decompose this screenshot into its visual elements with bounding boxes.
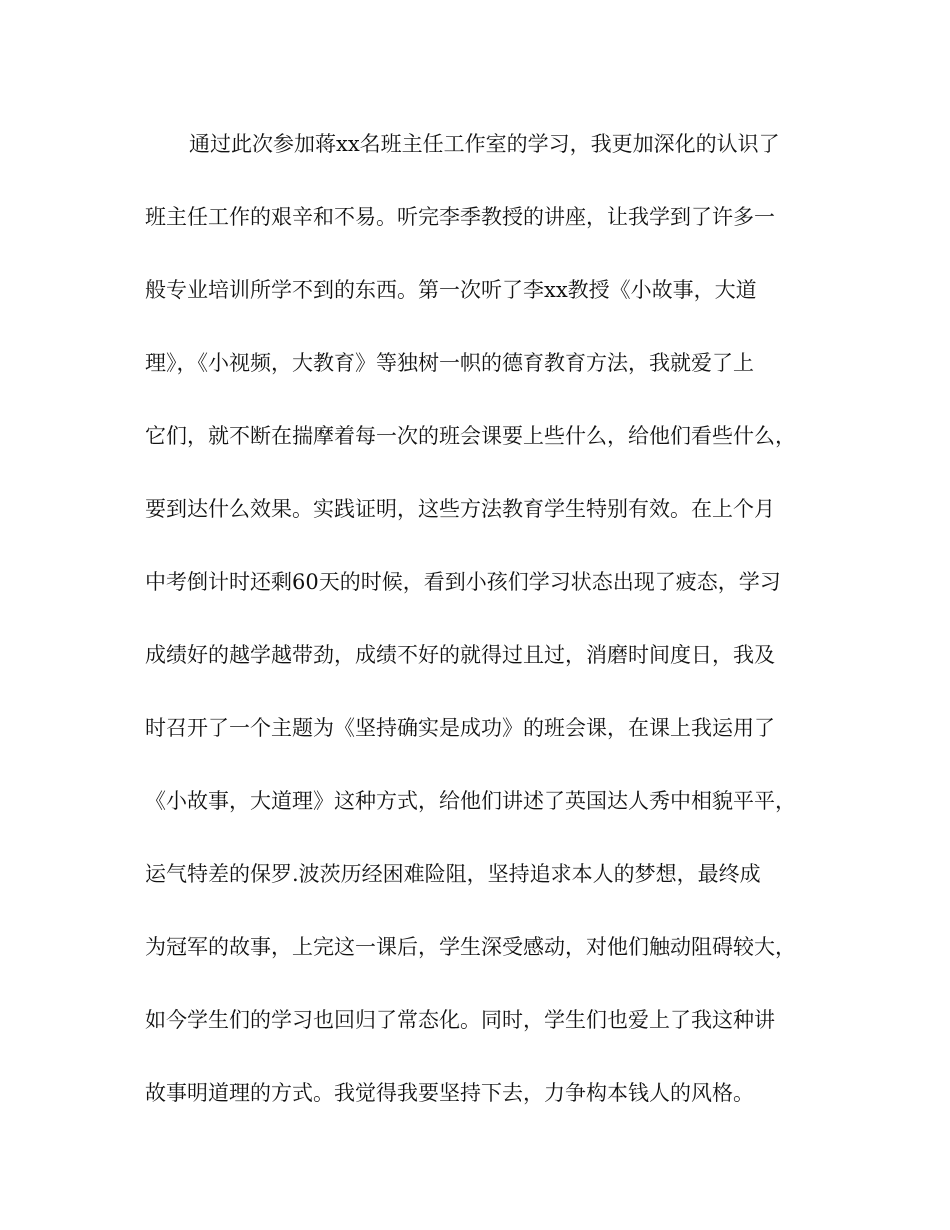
- body-paragraph: [145, 126, 825, 1148]
- paragraph-line: 理》，《小视频，大教育》等独树一帜的德育教育方法，我就爱了上: [145, 351, 754, 375]
- paragraph-line: 班主任工作的艰辛和不易。听完李季教授的讲座，让我学到了许多一: [145, 205, 775, 229]
- paragraph-line: 要到达什么效果。实践证明，这些方法教育学生特别有效。在上个月: [145, 497, 775, 521]
- paragraph-line: 如今学生们的学习也回归了常态化。同时，学生们也爱上了我这种讲: [145, 1008, 775, 1032]
- paragraph-line: 《小故事，大道理》这种方式，给他们讲述了英国达人秀中相貌平平，: [145, 789, 796, 813]
- paragraph-line: 运气特差的保罗.波茨历经困难险阻，坚持追求本人的梦想，最终成: [145, 862, 761, 886]
- paragraph-line: 故事明道理的方式。我觉得我要坚持下去，力争构本钱人的风格。: [145, 1081, 754, 1105]
- paragraph-line: 成绩好的越学越带劲，成绩不好的就得过且过，消磨时间度日，我及: [145, 643, 775, 667]
- paragraph-line: 般专业培训所学不到的东西。第一次听了李xx教授《小故事，大道: [145, 278, 757, 302]
- paragraph-line: 为冠军的故事，上完这一课后，学生深受感动，对他们触动阻碍较大，: [145, 935, 796, 959]
- paragraph-line: 它们，就不断在揣摩着每一次的班会课要上些什么，给他们看些什么，: [145, 424, 796, 448]
- paragraph-line: 时召开了一个主题为《坚持确实是成功》的班会课，在课上我运用了: [145, 716, 775, 740]
- paragraph-line: 通过此次参加蒋xx名班主任工作室的学习，我更加深化的认识了: [189, 132, 780, 156]
- paragraph-line: 中考倒计时还剩60天的时候，看到小孩们学习状态出现了疲态，学习: [145, 570, 781, 594]
